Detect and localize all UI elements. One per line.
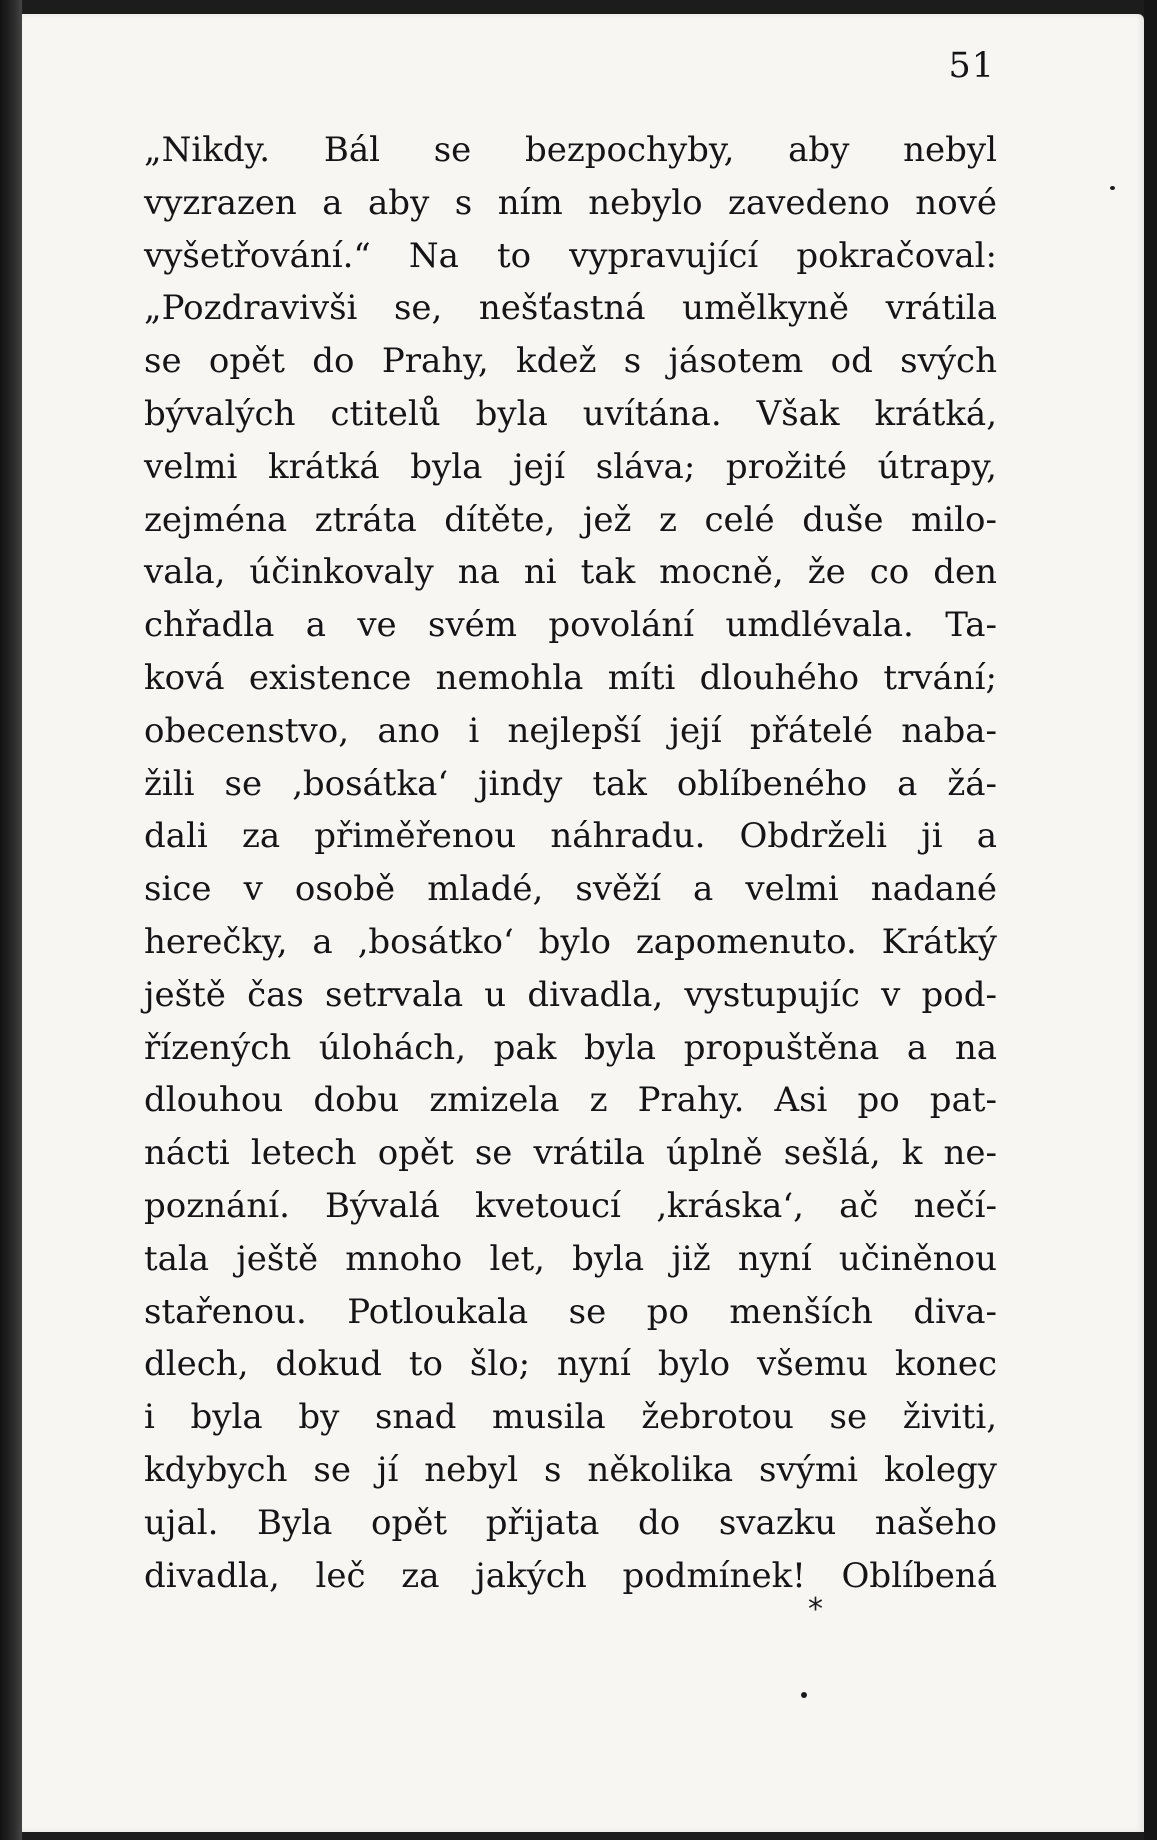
ink-speck — [801, 1692, 807, 1698]
page-edge-shadow — [1144, 0, 1157, 1840]
text-line: stařenou. Potloukala se po menších diva- — [144, 1291, 997, 1332]
text-line: divadla, leč za jakých podmínek! Oblíbená — [144, 1555, 997, 1596]
text-line: kdybych se jí nebyl s několika svými kolegy — [144, 1449, 997, 1490]
signature-asterisk: * — [808, 1592, 823, 1627]
text-line: ujal. Byla opět přijata do svazku našeho — [144, 1502, 997, 1543]
book-spine-shadow — [0, 0, 22, 1840]
text-line: vala, účinkovaly na ni tak mocně, že co den — [144, 552, 997, 593]
text-line: herečky, a ‚bosátko‘ bylo zapomenuto. Krátký — [144, 921, 997, 962]
text-line: obecenstvo, ano i nejlepší její přátelé naba- — [144, 710, 997, 751]
text-line: bývalých ctitelů byla uvítána. Však krátká, — [144, 393, 997, 434]
text-line: dali za přiměřenou náhradu. Obdrželi ji a — [144, 816, 997, 857]
text-line: velmi krátká byla její sláva; prožité útrapy, — [144, 446, 997, 487]
text-line: ková existence nemohla míti dlouhého trvání; — [144, 657, 997, 698]
text-line: „Pozdravivši se, nešťastná umělkyně vrátila — [144, 288, 997, 329]
text-line: tala ještě mnoho let, byla již nyní učiněnou — [144, 1238, 997, 1279]
text-line: vyzrazen a aby s ním nebylo zavedeno nové — [144, 182, 997, 223]
text-line: nácti letech opět se vrátila úplně sešlá, k ne- — [144, 1133, 997, 1174]
text-line: i byla by snad musila žebrotou se živiti, — [144, 1397, 997, 1438]
ink-speck — [1110, 186, 1115, 190]
text-line: se opět do Prahy, kdež s jásotem od svých — [144, 341, 997, 382]
text-line: „Nikdy. Bál se bezpochyby, aby nebyl — [144, 130, 997, 170]
text-line: chřadla a ve svém povolání umdlévala. Ta- — [144, 605, 997, 646]
text-line: žili se ‚bosátka‘ jindy tak oblíbeného a žá- — [144, 763, 997, 804]
text-line: sice v osobě mladé, svěží a velmi nadané — [144, 869, 997, 910]
text-line: dlouhou dobu zmizela z Prahy. Asi po pat- — [144, 1080, 997, 1121]
text-line: dlech, dokud to šlo; nyní bylo všemu konec — [144, 1344, 997, 1385]
text-line: ještě čas setrvala u divadla, vystupujíc v pod- — [144, 974, 997, 1015]
text-line: řízených úlohách, pak byla propuštěna a na — [144, 1027, 997, 1068]
body-text — [144, 124, 997, 1602]
text-line: zejména ztráta dítěte, jež z celé duše milo- — [144, 499, 997, 540]
text-line: vyšetřování.“ Na to vypravující pokračoval: — [144, 235, 997, 276]
page-number: 51 — [948, 46, 995, 86]
text-line: poznání. Bývalá kvetoucí ‚kráska‘, ač nečí- — [144, 1185, 997, 1226]
